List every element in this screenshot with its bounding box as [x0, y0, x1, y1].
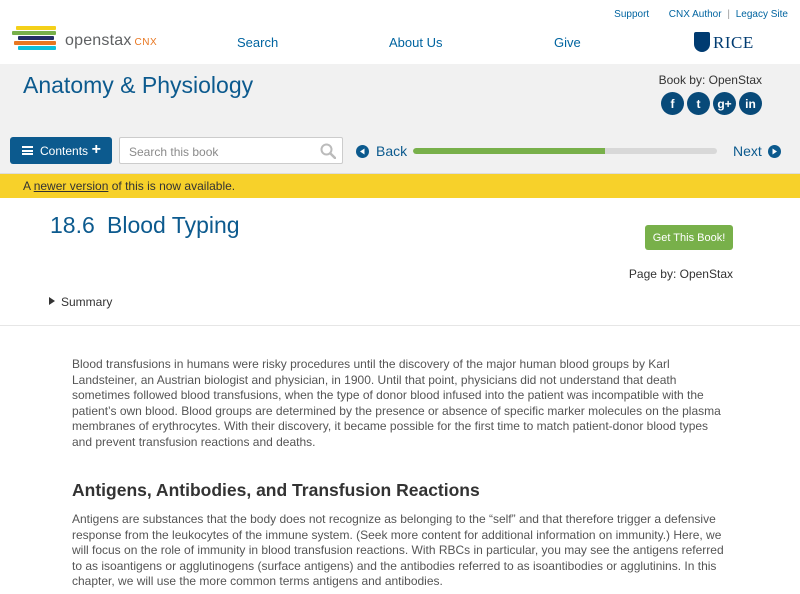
facebook-icon[interactable]: f	[661, 92, 684, 115]
antigens-paragraph: Antigens are substances that the body does not recognize as belonging to the “self” and that therefore trigger a defensive response from the leukocytes of the immune system. (Seek more content for additional information on immunity.) Here, we will focus on the role of immunity in blood transfusion reactions. With RBCs in particular, you may see the antigens referred to as isoantigens or agglutinogens (surface antigens) and the antibodies referred to as isoantibodies or agglutinins. In this chapter, we will use the more common terms antigens and antibodies.	[72, 512, 724, 589]
link-separator: |	[727, 9, 730, 20]
top-navigation	[0, 0, 800, 64]
search-input[interactable]	[129, 143, 314, 160]
contents-button[interactable]	[10, 137, 112, 164]
get-this-book-button[interactable]: Get This Book!	[645, 225, 733, 250]
book-toolbar	[0, 126, 800, 174]
rice-shield-icon	[694, 32, 710, 52]
menu-icon	[22, 146, 33, 155]
summary-toggle[interactable]	[49, 295, 112, 309]
page-author: Page by: OpenStax	[628, 267, 733, 281]
book-title[interactable]: Anatomy & Physiology	[23, 72, 254, 98]
notice-suffix: of this is now available.	[111, 179, 236, 193]
support-link[interactable]: Support	[614, 9, 650, 20]
section-title: Blood Typing	[107, 212, 240, 238]
back-label: Back	[376, 143, 408, 159]
nav-search-link[interactable]: Search	[237, 35, 279, 50]
book-progress-bar	[413, 148, 717, 154]
book-header	[0, 64, 800, 126]
social-share-buttons	[661, 92, 762, 116]
search-box	[119, 137, 343, 164]
newer-version-link[interactable]: newer version	[33, 179, 109, 193]
book-author: Book by: OpenStax	[658, 73, 762, 87]
next-label: Next	[733, 143, 762, 159]
contents-label: Contents	[40, 144, 89, 158]
section-number: 18.6	[50, 212, 95, 238]
next-arrow-icon	[768, 145, 781, 158]
plus-icon: +	[91, 141, 101, 158]
openstax-cnx-logo[interactable]	[12, 26, 172, 56]
openstax-books-icon	[12, 26, 60, 54]
linkedin-icon[interactable]: in	[739, 92, 762, 115]
utility-links	[614, 9, 788, 20]
rice-wordmark: RICE	[713, 33, 754, 52]
search-icon[interactable]	[320, 143, 336, 159]
content-heading: Antigens, Antibodies, and Transfusion Reactions	[72, 480, 480, 500]
divider	[0, 325, 800, 326]
version-notice	[0, 174, 800, 198]
rice-logo[interactable]	[694, 32, 754, 54]
cnx-author-link[interactable]: CNX Author	[668, 9, 722, 20]
nav-about-link[interactable]: About Us	[389, 35, 443, 50]
twitter-icon[interactable]: t	[687, 92, 710, 115]
caret-right-icon	[49, 297, 55, 305]
google-plus-icon[interactable]: g+	[713, 92, 736, 115]
back-arrow-icon	[356, 145, 369, 158]
summary-label: Summary	[61, 295, 113, 309]
legacy-site-link[interactable]: Legacy Site	[735, 9, 788, 20]
nav-give-link[interactable]: Give	[554, 35, 581, 50]
intro-paragraph: Blood transfusions in humans were risky procedures until the discovery of the major human blood groups by Karl Landsteiner, an Austrian biologist and physician, in 1900. Until that point, physicians did not understand that death sometimes followed blood transfusions, when the type of donor blood infused into the patient was incompatible with the patient’s own blood. Blood groups are determined by the presence or absence of specific marker molecules on the plasma membranes of erythrocytes. With their discovery, it became possible for the first time to match patient-donor blood types and prevent transfusion reactions and deaths.	[72, 357, 721, 449]
logo-wordmark: openstax CNX	[65, 32, 158, 49]
progress-fill	[413, 148, 605, 154]
notice-prefix: A	[23, 179, 31, 193]
